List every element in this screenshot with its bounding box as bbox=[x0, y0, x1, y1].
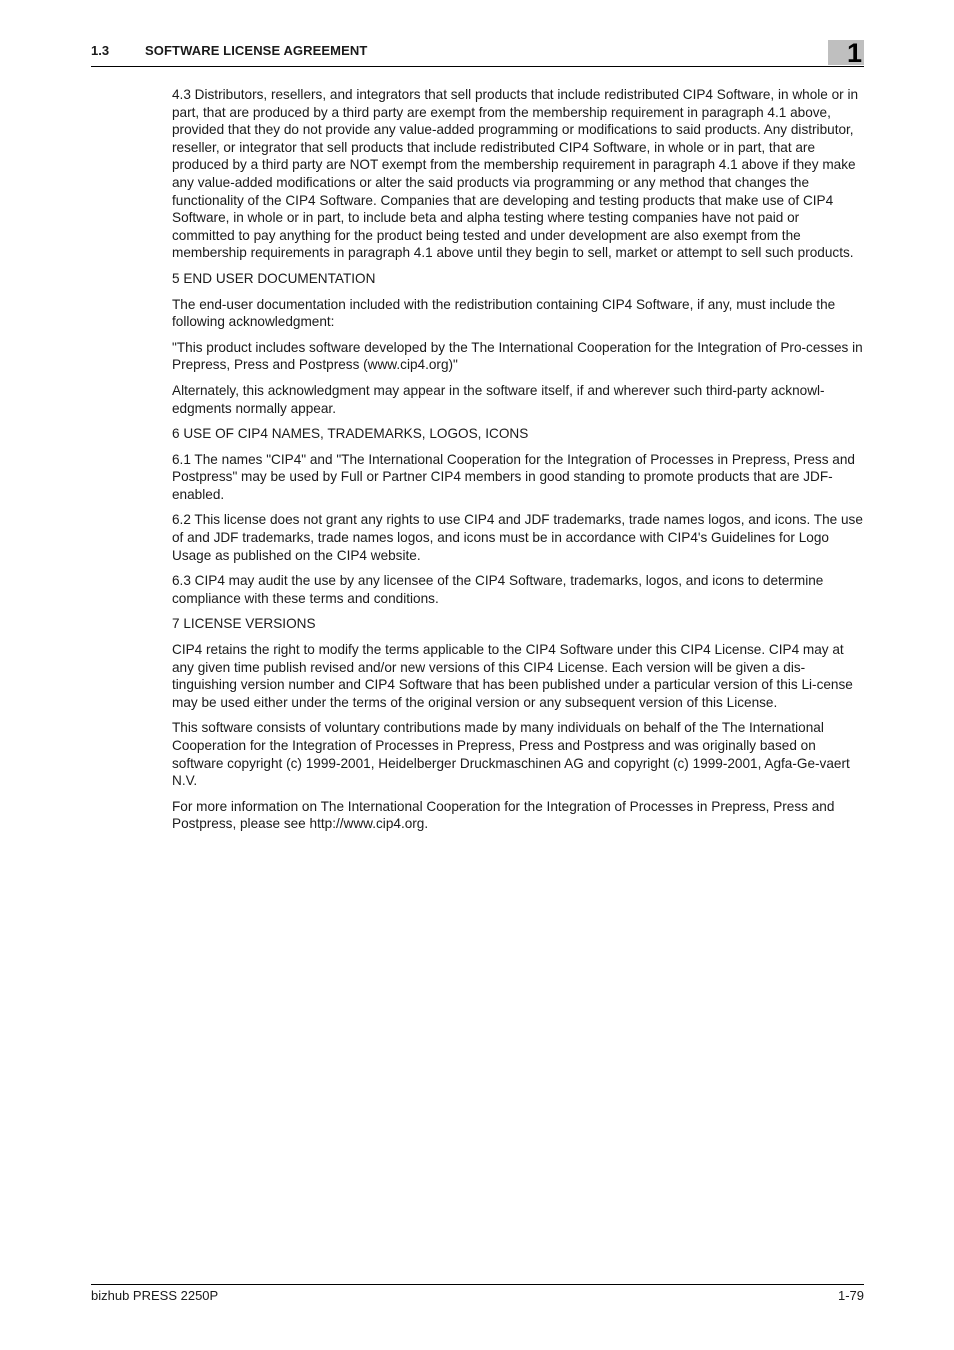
paragraph-5-intro: The end-user documentation included with the redistribution containing CIP4 Software, if any, must include the following acknowledgment: bbox=[172, 296, 836, 330]
paragraph-7-versions: CIP4 retains the right to modify the terms applicable to the CIP4 Software under this CIP4 License. CIP4 may at any given time publish revised and/or new versions of this CIP4 License. Each version will be given a dis-tinguishing version number and CIP4 Software that has been published under a particular version of this Li-cense may be used either under the terms of the original version or any subsequent version of this License. bbox=[172, 642, 853, 710]
page-footer bbox=[91, 1284, 864, 1303]
paragraph-6-1: 6.1 The names "CIP4" and "The International Cooperation for the Integration of Processes in Prepress, Press and Postpress" may be used by Full or Partner CIP4 members in good standing to promote products that are JDF-enabled. bbox=[172, 451, 855, 502]
paragraph-6-2: 6.2 This license does not grant any rights to use CIP4 and JDF trademarks, trade names logos, and icons. The use of and JDF trademarks, trade names logos, and icons must be in accordance with CIP4's Guidelines for Logo Usage as published on the CIP4 website. bbox=[172, 512, 863, 563]
section-number: 1.3 bbox=[91, 43, 110, 58]
page-number: 1-79 bbox=[837, 1288, 864, 1303]
paragraph-6-3: 6.3 CIP4 may audit the use by any licensee of the CIP4 Software, trademarks, logos, and icons to determine compliance with these terms and conditions. bbox=[172, 573, 824, 606]
heading-use-of-names: 6 USE OF CIP4 NAMES, TRADEMARKS, LOGOS, ICONS bbox=[172, 426, 529, 442]
paragraph-4-3: 4.3 Distributors, resellers, and integrators that sell products that include redistributed CIP4 Software, in whole or in part, that are produced by a third party are exempt from the membership requirement in paragraph 4.1 above, provided that they do not provide any value-added programming or modifications to said products. Any distributor, reseller, or integrator that sell products that include redistributed CIP4 Software, in whole or in part, that are produced by a third party are NOT exempt from the membership requirement in paragraph 4.1 above if they make any value-added modifications or alter the said products via programming or any method that changes the functionality of the CIP4 Software. Companies that are developing and testing products that make use of CIP4 Software, in whole or in part, to include beta and alpha testing where testing companies have not paid or committed to pay anything for the product being tested and under development are also exempt from the membership requirements in paragraph 4.1 above until they begin to sell, market or attempt to sell such products. bbox=[172, 87, 859, 261]
chapter-number: 1 bbox=[846, 38, 862, 68]
heading-end-user-documentation: 5 END USER DOCUMENTATION bbox=[172, 270, 376, 286]
paragraph-5-alternate: Alternately, this acknowledgment may appear in the software itself, if and wherever such third-party acknowl-edgments normally appear. bbox=[172, 382, 825, 416]
chapter-tab bbox=[828, 38, 864, 68]
paragraph-more-information: For more information on The International Cooperation for the Integration of Processes in Prepress, Press and Postpress, please see http://www.cip4.org. bbox=[172, 798, 835, 832]
paragraph-contributions: This software consists of voluntary contributions made by many individuals on behalf of the The International Cooperation for the Integration of Processes in Prepress, Press and Postpress and was originally based on software copyright (c) 1999-2001, Heidelberger Druckmaschinen AG and copyright (c) 1999-2001, Agfa-Ge-vaert N.V. bbox=[172, 720, 850, 789]
paragraph-5-acknowledgment-quote: "This product includes software developed by the The International Cooperation for the Integration of Pro-cesses in Prepress, Press and Postpress (www.cip4.org)" bbox=[172, 339, 863, 373]
document-body bbox=[172, 86, 864, 841]
page-header bbox=[91, 40, 864, 67]
product-name: bizhub PRESS 2250P bbox=[91, 1288, 219, 1303]
section-title: SOFTWARE LICENSE AGREEMENT bbox=[145, 43, 368, 58]
heading-license-versions: 7 LICENSE VERSIONS bbox=[172, 616, 316, 632]
